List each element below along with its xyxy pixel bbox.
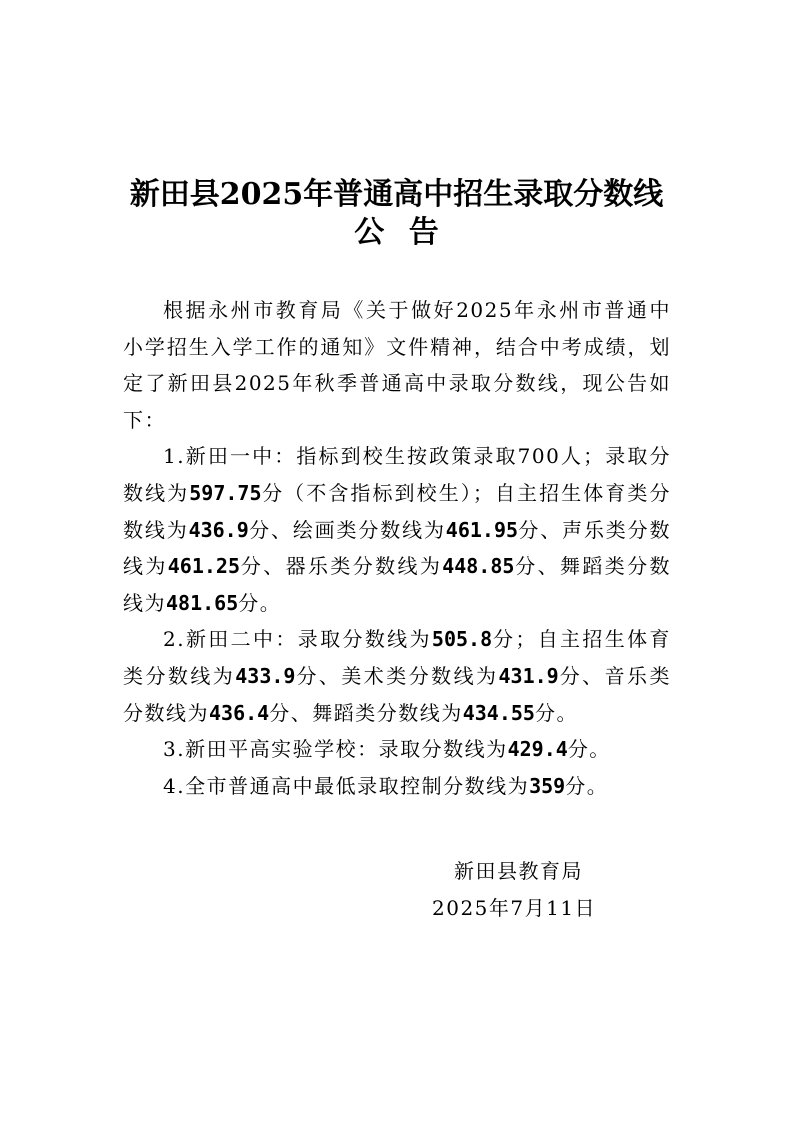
score-value: 431.9: [498, 663, 559, 688]
signature-org: 新田县教育局: [454, 859, 583, 883]
intro-paragraph: 根据永州市教育局《关于做好2025年永州市普通中小学招生入学工作的通知》文件精神，结合中考成绩，划定了新田县2025年秋季普通高中录取分数线，现公告如下：: [123, 298, 671, 432]
item-list: [123, 438, 671, 804]
score-value: 461.95: [445, 517, 519, 542]
score-value: 461.25: [167, 554, 240, 579]
score-value: 436.4: [209, 700, 270, 725]
item-text: 分；自主招生体育类分数线为: [123, 627, 671, 688]
score-value: 597.75: [189, 480, 262, 505]
item-text: 1.新田一中：指标到校生按政策录取700人；录取分数线为: [123, 444, 671, 505]
item-text: 分、器乐类分数线为: [240, 554, 443, 579]
item-text: 分、舞蹈类分数线为: [269, 700, 463, 725]
item-text: 3.新田平高实验学校：录取分数线为: [163, 737, 508, 762]
item-text: 分。: [238, 590, 282, 615]
score-value: 481.65: [166, 590, 239, 615]
score-value: 429.4: [507, 737, 568, 762]
signature-date: 2025年7月11日: [432, 896, 597, 920]
item-text: 分、音乐类分数线为: [123, 663, 671, 725]
score-value: 448.85: [442, 554, 515, 579]
score-value: 505.8: [431, 627, 493, 652]
item-paragraph-3: [123, 731, 671, 768]
item-text: 4.全市普通高中最低录取控制分数线为: [163, 773, 530, 798]
item-text: 分。: [567, 737, 611, 762]
item-text: 分、美术类分数线为: [295, 663, 499, 688]
item-text: 2.新田二中：录取分数线为: [163, 627, 432, 652]
item-text: 分。: [565, 773, 609, 798]
item-text: 分、舞蹈类分数线为: [123, 554, 672, 615]
item-paragraph-2: [123, 621, 671, 731]
score-value: 436.9: [188, 517, 249, 542]
item-paragraph-4: [123, 768, 671, 805]
subtitle-char: 告: [408, 215, 439, 250]
document-title: 新田县2025年普通高中招生录取分数线: [129, 177, 664, 212]
item-text: 分、声乐类分数线为: [123, 517, 672, 579]
item-text: 分（不含指标到校生）；自主招生体育类分数线为: [123, 480, 672, 542]
score-value: 433.9: [235, 663, 296, 688]
subtitle-char: 公: [354, 215, 385, 250]
notice-body: [123, 292, 671, 804]
item-text: 分。: [534, 700, 578, 725]
document-subtitle: [0, 216, 793, 250]
item-text: 分、绘画类分数线为: [248, 517, 446, 542]
item-paragraph-1: [123, 438, 671, 621]
score-value: 359: [529, 773, 566, 798]
score-value: 434.55: [462, 700, 535, 725]
